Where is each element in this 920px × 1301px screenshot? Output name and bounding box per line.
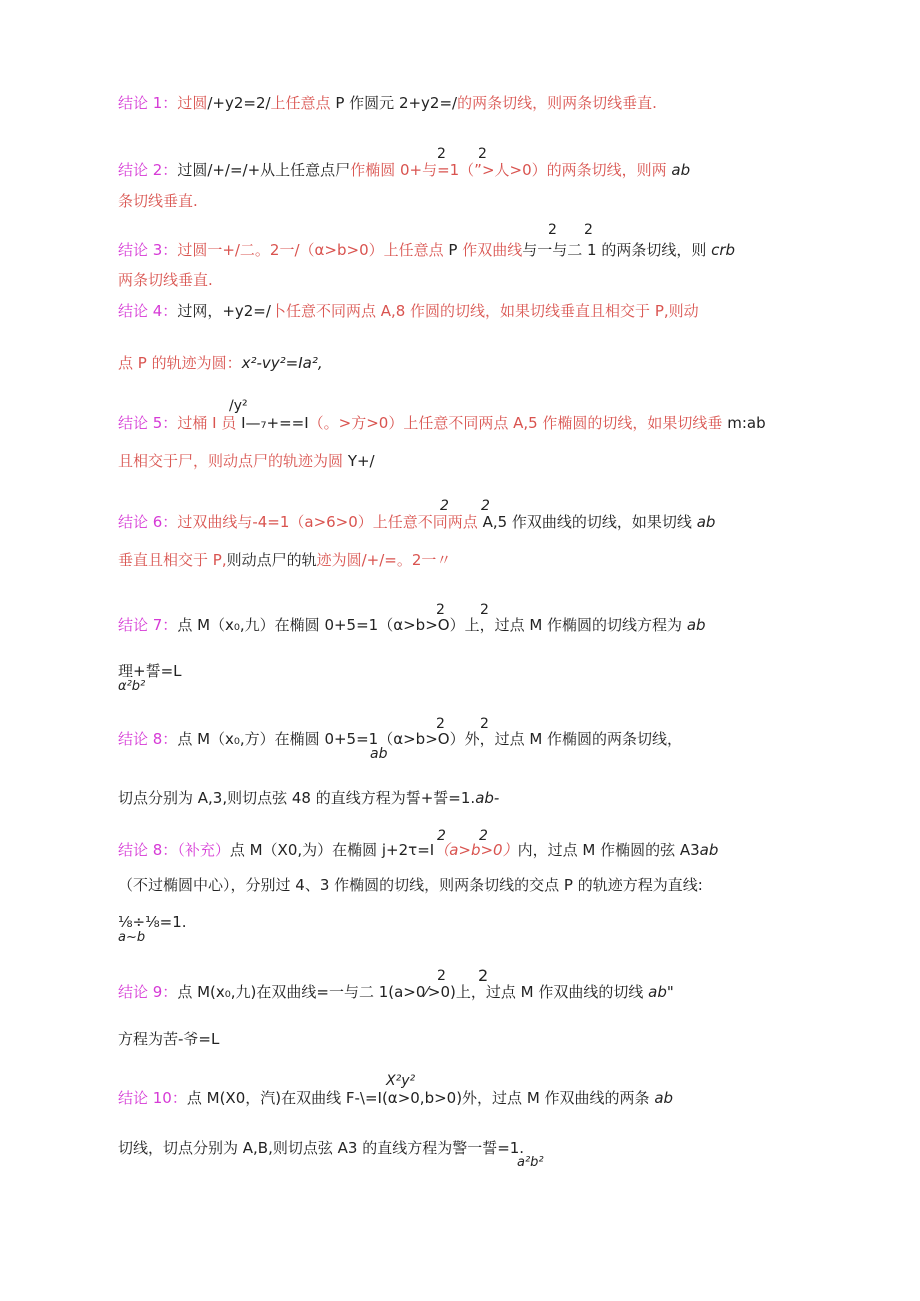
conclusion-6-label: 结论 6： [118, 513, 178, 531]
conclusion-8s-line [118, 841, 718, 859]
conclusion-4-mid: 卜任意不同两点 A,8 作圆的切线，如果切线垂直且相交于 P,则动 [270, 302, 699, 320]
conclusion-8s-sup-1: 2 [437, 828, 446, 844]
conclusion-10-below: a²b² [517, 1155, 544, 1170]
conclusion-4-locus-label: 点 P 的轨迹为圆： [118, 354, 242, 372]
conclusion-1-tail: 的两条切线，则两条切线垂直. [457, 94, 657, 112]
conclusion-1-pre: 过圆 [177, 94, 208, 112]
conclusion-6-line-2a: 垂直且相交于 P, [118, 551, 227, 569]
conclusion-8s-line-3: ⅛÷⅛=1. [118, 913, 187, 931]
conclusion-9-label: 结论 9： [118, 983, 178, 1001]
conclusion-7-sup-2: 2 [480, 602, 489, 618]
conclusion-8-label: 结论 8： [118, 730, 178, 748]
conclusion-3-mid-2: 与一与二 1 的两条切线，则 [522, 241, 707, 259]
conclusion-7-text: 点 M（x₀,九）在椭圆 0+5=1（α>b>O）上，过点 M 作椭圆的切线方程为 [177, 616, 683, 634]
conclusion-6-mid: A,5 作双曲线的切线，如果切线 [482, 513, 692, 531]
conclusion-3-line-2: 两条切线垂直. [118, 271, 213, 289]
conclusion-8-line-2b: ab- [475, 789, 500, 807]
conclusion-4-line [118, 302, 699, 320]
conclusion-3-sup-2: 2 [584, 222, 593, 238]
conclusion-10-label: 结论 10： [118, 1089, 187, 1107]
conclusion-6-line-2c: 迹为圆/+/=。2一〃 [316, 551, 452, 569]
conclusion-7-sup-1: 2 [436, 602, 445, 618]
conclusion-6-sup-2: 2 [481, 498, 490, 514]
conclusion-5-pre: 过桶 I 员 [177, 414, 237, 432]
conclusion-1-after: 作圆元 2+y2=/ [349, 94, 458, 112]
conclusion-8-ab: ab [370, 746, 388, 762]
conclusion-8-line [118, 730, 682, 748]
conclusion-9-sup-2: 2 [478, 966, 489, 985]
conclusion-2-sup-1: 2 [437, 146, 446, 162]
conclusion-8-text: 点 M（x₀,方）在椭圆 0+5=1（α>b>O）外，过点 M 作椭圆的两条切线， [177, 730, 683, 748]
conclusion-5-line [118, 414, 766, 432]
conclusion-1-mid: 上任意点 [270, 94, 331, 112]
conclusion-2-sup-2: 2 [478, 146, 487, 162]
conclusion-10-line [118, 1089, 673, 1107]
conclusion-8s-line-2: （不过椭圆中心），分别过 4、3 作椭圆的切线，则两条切线的交点 P 的轨迹方程为直线: [118, 876, 703, 894]
conclusion-6-line-2b: 则动点尸的轨 [226, 551, 317, 569]
conclusion-8s-text: 点 M（X0,为）在椭圆 j+2τ=I [229, 841, 435, 859]
conclusion-6-pre: 过双曲线与-4=1（a>6>0）上任意不同两点 [177, 513, 478, 531]
conclusion-9-line [118, 983, 674, 1001]
conclusion-2-label: 结论 2： [118, 161, 178, 179]
conclusion-3-sup-1: 2 [548, 222, 557, 238]
conclusion-8s-label: 结论 8： [118, 841, 178, 859]
conclusion-5-m: m:ab [727, 414, 766, 432]
conclusion-3-point: P [448, 241, 458, 259]
conclusion-9-line-2: 方程为苦-爷=L [118, 1030, 220, 1048]
conclusion-10-above: X²y² [386, 1073, 416, 1089]
conclusion-9-text: 点 M(x₀,九)在双曲线=一与二 1(a>0⁄>0)上，过点 M 作双曲线的切线 [177, 983, 644, 1001]
conclusion-2-pre: 过圆/+/=/+从上任意点尸 [177, 161, 351, 179]
conclusion-5-eq: I—₇+==I [241, 414, 309, 432]
conclusion-4-locus-eq: x²-vy²=Ia², [241, 354, 323, 372]
conclusion-5-line-2a: 且相交于尸，则动点尸的轨 [118, 452, 299, 470]
conclusion-8s-ab: ab [699, 841, 719, 859]
conclusion-8s-text-2: 内，过点 M 作椭圆的弦 A3 [517, 841, 700, 859]
conclusion-3-label: 结论 3： [118, 241, 178, 259]
conclusion-9-ab: ab" [648, 983, 674, 1001]
conclusion-2-mid: 作椭圆 0+与=1（”>人>0）的两条切线，则两 [350, 161, 667, 179]
conclusion-7-line-3: α²b² [118, 679, 146, 694]
conclusion-1-point: P [335, 94, 345, 112]
conclusion-8-line-2 [118, 789, 499, 807]
conclusion-2-ab: ab [671, 161, 691, 179]
conclusion-7-label: 结论 7： [118, 616, 178, 634]
conclusion-3-pre: 过圆一+/二。2一/（α>b>0）上任意点 [177, 241, 444, 259]
conclusion-5-label: 结论 5： [118, 414, 178, 432]
conclusion-7-line-2: 理+誓=L [118, 662, 182, 680]
conclusion-2-line-2: 条切线垂直. [118, 192, 198, 210]
conclusion-7-line [118, 616, 706, 634]
conclusion-4-label: 结论 4： [118, 302, 178, 320]
conclusion-3-crb: crb [711, 241, 736, 259]
conclusion-10-text: 点 M(X0，汽)在双曲线 F-\=I(α>0,b>0)外，过点 M 作双曲线的两条 [186, 1089, 650, 1107]
conclusion-6-sup-1: 2 [440, 498, 449, 514]
conclusion-8s-cond: （a>b>0） [434, 841, 518, 859]
conclusion-5-line-2c: Y+/ [347, 452, 375, 470]
conclusion-5-mid: （。>方>0）上任意不同两点 A,5 作椭圆的切线，如果切线垂 [308, 414, 723, 432]
conclusion-3-line [118, 241, 735, 259]
conclusion-6-line [118, 513, 715, 531]
conclusion-3-mid: 作双曲线 [462, 241, 523, 259]
conclusion-2-line [118, 161, 690, 179]
conclusion-7-ab: ab [686, 616, 706, 634]
conclusion-8s-sup-2: 2 [479, 828, 488, 844]
conclusion-8-line-2a: 切点分别为 A,3,则切点弦 48 的直线方程为誓+誓=1. [118, 789, 476, 807]
conclusion-1-line [118, 94, 657, 112]
conclusion-8s-line-4: a~b [118, 930, 146, 945]
conclusion-10-ab: ab [654, 1089, 674, 1107]
conclusion-10-line-2: 切线，切点分别为 A,B,则切点弦 A3 的直线方程为警一誓=1. [118, 1139, 525, 1157]
conclusion-1-label: 结论 1： [118, 94, 178, 112]
conclusion-5-line-2b: 迹为圆 [298, 452, 344, 470]
conclusion-6-line-2 [118, 551, 451, 569]
conclusion-8-sup-1: 2 [436, 716, 445, 732]
conclusion-1-circle: /+y2=2/ [207, 94, 271, 112]
conclusion-9-sup-1: 2 [437, 968, 446, 984]
conclusion-4-pre: 过网，+y2=/ [177, 302, 271, 320]
conclusion-8s-supplement: （补充） [177, 841, 230, 859]
conclusion-6-ab: ab [696, 513, 716, 531]
conclusion-8-sup-2: 2 [480, 716, 489, 732]
conclusion-5-above: /y² [229, 398, 248, 414]
conclusion-5-line-2 [118, 452, 375, 470]
conclusion-4-line-2 [118, 354, 323, 372]
